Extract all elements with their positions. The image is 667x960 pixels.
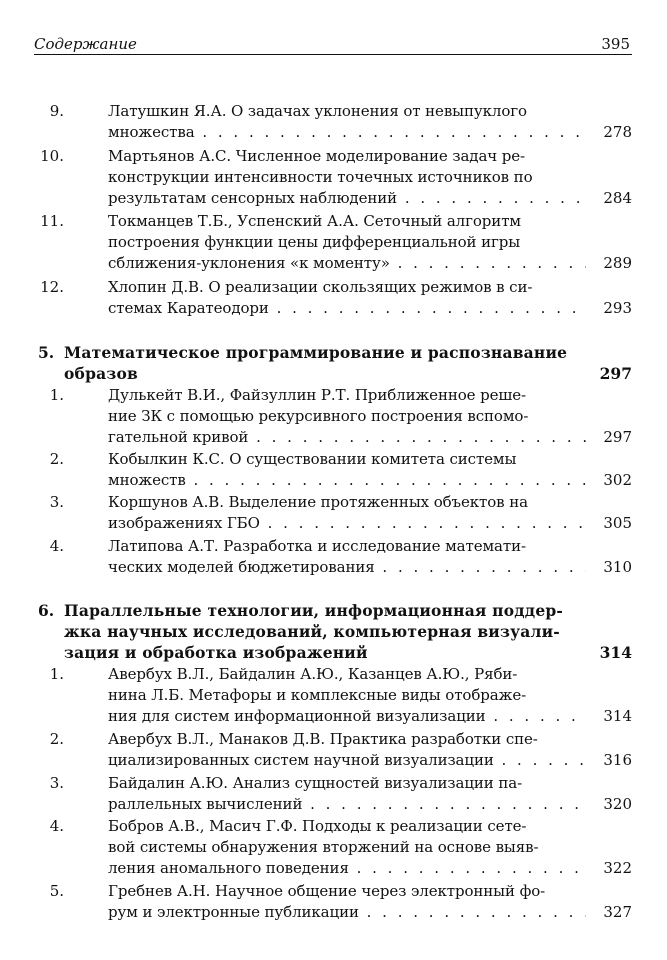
entry-number: 12. — [40, 278, 64, 296]
section-page: 297 — [599, 364, 632, 383]
entry-number: 4. — [49, 537, 64, 555]
entry-text — [108, 385, 586, 448]
entry-line: Латушкин Я.А. О задачах уклонения от невыпуклого — [108, 102, 527, 120]
entry-line: построения функции цены дифференциальной игры — [108, 233, 521, 251]
entry-line: вой системы обнаружения вторжений на основе выяв- — [108, 838, 539, 856]
entry-line: Авербух В.Л., Манаков Д.В. Практика разработки спе- — [108, 730, 538, 748]
section-title-line: зация и обработка изображений — [64, 643, 368, 662]
entry-page: 327 — [603, 903, 632, 921]
section-title — [64, 600, 604, 663]
entry-text — [108, 664, 586, 727]
entry-last-line: ческих моделей бюджетирования . . . — [108, 557, 586, 578]
entry-line: конструкции интенсивности точечных источников по — [108, 168, 533, 186]
entry-line: Кобылкин К.С. О существовании комитета системы — [108, 450, 517, 468]
entry-page: 297 — [603, 428, 632, 446]
entry-line: Авербух В.Л., Байдалин А.Ю., Казанцев А.Ю., Ряби- — [108, 665, 518, 683]
entry-number: 1. — [49, 386, 64, 404]
entry-page: 293 — [603, 299, 632, 317]
entry-page: 278 — [603, 123, 632, 141]
entry-page: 322 — [603, 859, 632, 877]
header-title: Содержание — [34, 35, 137, 53]
entry-number: 9. — [49, 102, 64, 120]
entry-last-line: сближения-уклонения «к моменту» . . . — [108, 253, 586, 274]
entry-line: Коршунов А.В. Выделение протяженных объектов на — [108, 493, 528, 511]
entry-line: Бобров А.В., Масич Г.Ф. Подходы к реализации сете- — [108, 817, 527, 835]
entry-last-line: рум и электронные публикации . . . — [108, 902, 586, 923]
entry-line: Мартьянов А.С. Численное моделирование задач ре- — [108, 147, 526, 165]
entry-number: 11. — [40, 212, 64, 230]
entry-line: Латипова А.Т. Разработка и исследование математи- — [108, 537, 526, 555]
entry-last-line: множества . . . — [108, 122, 586, 143]
entry-last-line: результатам сенсорных наблюдений . . . — [108, 188, 586, 209]
entry-text — [108, 536, 586, 578]
entry-number: 1. — [49, 665, 64, 683]
entry-number: 2. — [49, 730, 64, 748]
entry-line: нина Л.Б. Метафоры и комплексные виды отображе- — [108, 686, 527, 704]
entry-last-line: гательной кривой . . . — [108, 427, 586, 448]
section-number: 5. — [38, 343, 55, 362]
entry-number: 3. — [49, 493, 64, 511]
entry-last-line: стемах Каратеодори . . . — [108, 298, 586, 319]
entry-page: 316 — [603, 751, 632, 769]
entry-text — [108, 101, 586, 143]
entry-number: 2. — [49, 450, 64, 468]
entry-line: Гребнев А.Н. Научное общение через электронный фо- — [108, 882, 546, 900]
section-title-line: жка научных исследований, компьютерная визуали- — [64, 622, 560, 641]
entry-text — [108, 277, 586, 319]
entry-number: 5. — [49, 882, 64, 900]
section-page: 314 — [599, 643, 632, 662]
entry-text — [108, 449, 586, 491]
entry-last-line: множеств . . . — [108, 470, 586, 491]
entry-line: ние ЗК с помощью рекурсивного построения вспомо- — [108, 407, 529, 425]
running-header — [34, 32, 632, 55]
entry-line: Байдалин А.Ю. Анализ сущностей визуализации па- — [108, 774, 523, 792]
entry-text — [108, 729, 586, 771]
entry-number: 10. — [40, 147, 64, 165]
entry-page: 310 — [603, 558, 632, 576]
header-page-number: 395 — [601, 35, 630, 53]
entry-page: 284 — [603, 189, 632, 207]
entry-text — [108, 816, 586, 879]
entry-last-line: ления аномального поведения . . . — [108, 858, 586, 879]
entry-text — [108, 211, 586, 274]
entry-page: 305 — [603, 514, 632, 532]
entry-line: Дулькейт В.И., Файзуллин Р.Т. Приближенное реше- — [108, 386, 526, 404]
section-title — [64, 342, 604, 384]
entry-line: Хлопин Д.В. О реализации скользящих режимов в си- — [108, 278, 533, 296]
entry-page: 289 — [603, 254, 632, 272]
entry-number: 3. — [49, 774, 64, 792]
section-number: 6. — [38, 601, 55, 620]
entry-text — [108, 881, 586, 923]
section-title-line: Математическое программирование и распознавание — [64, 343, 568, 362]
entry-page: 302 — [603, 471, 632, 489]
entry-last-line: циализированных систем научной визуализации . . . — [108, 750, 586, 771]
entry-last-line: изображениях ГБО . . . — [108, 513, 586, 534]
entry-last-line: раллельных вычислений . . . — [108, 794, 586, 815]
entry-text — [108, 773, 586, 815]
entry-text — [108, 146, 586, 209]
entry-page: 314 — [603, 707, 632, 725]
entry-text — [108, 492, 586, 534]
entry-line: Токманцев Т.Б., Успенский А.А. Сеточный алгоритм — [108, 212, 521, 230]
section-title-line: Параллельные технологии, информационная поддер- — [64, 601, 564, 620]
entry-last-line: ния для систем информационной визуализации . . . — [108, 706, 586, 727]
entry-page: 320 — [603, 795, 632, 813]
section-title-line: образов — [64, 364, 138, 383]
entry-number: 4. — [49, 817, 64, 835]
